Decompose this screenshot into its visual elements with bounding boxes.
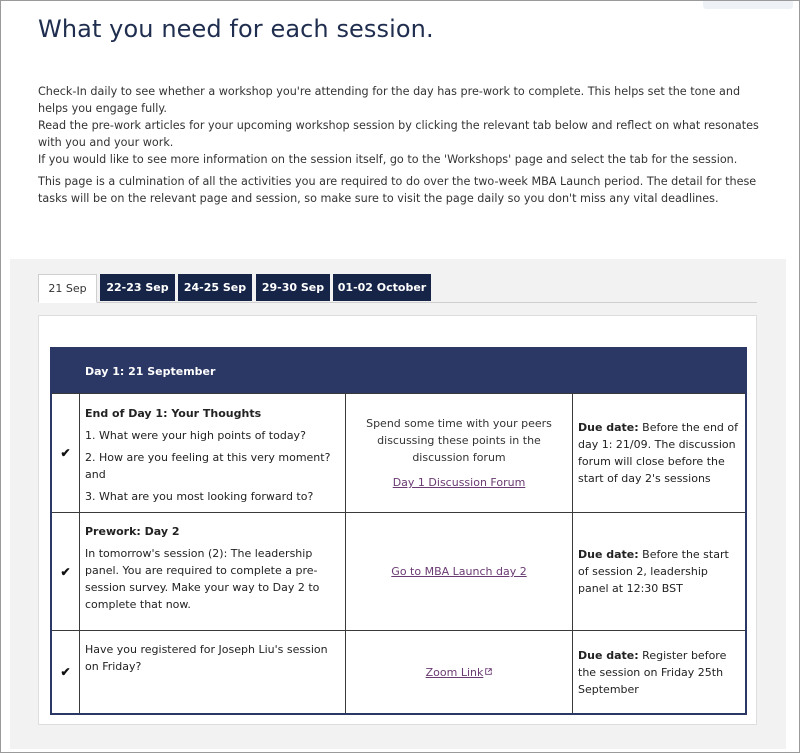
zoom-link-wrapper (426, 664, 493, 681)
task-cell (80, 631, 346, 713)
action-cell (346, 513, 573, 630)
due-text: Before the end of day 1: 21/09. The discussion forum will close before the start of day 2's sessions (578, 421, 738, 485)
page-title: What you need for each session. (38, 15, 434, 43)
checkmark-icon: ✔ (60, 446, 71, 460)
go-to-mba-launch-day2-link[interactable]: Go to MBA Launch day 2 (391, 565, 527, 578)
check-cell (52, 513, 80, 630)
intro-paragraph: If you would like to see more information on the session itself, go to the 'Workshops' page and select the tab for the session. (38, 153, 738, 166)
tab-01-02-october[interactable]: 01-02 October (333, 274, 431, 301)
session-panel (10, 259, 786, 749)
tab-21-sep[interactable]: 21 Sep (38, 274, 97, 303)
task-line: Have you registered for Joseph Liu's session on Friday? (85, 643, 328, 673)
due-text: Register before the session on Friday 25th September (578, 648, 727, 696)
action-description: Spend some time with your peers discussing these points in the discussion forum (366, 417, 552, 464)
due-label: Due date: (578, 421, 639, 434)
task-cell (80, 394, 346, 512)
checkmark-icon: ✔ (60, 665, 71, 679)
table-row (52, 393, 745, 512)
tab-22-23-sep[interactable]: 22-23 Sep (100, 274, 175, 301)
task-title: End of Day 1: Your Thoughts (85, 407, 262, 420)
task-line: 3. What are you most looking forward to? (85, 490, 314, 503)
intro-paragraph: Check-In daily to see whether a workshop you're attending for the day has pre-work to complete. This helps set the tone and helps you engage fully. (38, 85, 741, 115)
due-text: Before the start of session 2, leadership panel at 12:30 BST (578, 548, 729, 595)
table-header: Day 1: 21 September (52, 349, 745, 393)
due-cell (573, 513, 745, 630)
table-row (52, 512, 745, 630)
tab-content (38, 315, 757, 725)
session-table (50, 347, 747, 715)
intro-paragraph: Read the pre-work articles for your upcoming workshop session by clicking the relevant tab below and reflect on what resonates with you and your work. (38, 119, 759, 149)
tab-29-30-sep[interactable]: 29-30 Sep (256, 274, 330, 301)
due-label: Due date: (578, 548, 639, 561)
due-cell (573, 631, 745, 713)
task-line: 2. How are you feeling at this very moment? and (85, 451, 331, 481)
intro-paragraph: This page is a culmination of all the activities you are required to do over the two-week MBA Launch period. The detail for these tasks will be on the relevant page and session, so make sure to visit the page daily so you don't miss any vital deadlines. (38, 175, 757, 205)
task-line: In tomorrow's session (2): The leadership panel. You are required to complete a pre-session survey. Make your way to Day 2 to complete that now. (85, 547, 320, 611)
zoom-link[interactable]: Zoom Link (425, 665, 484, 679)
table-row (52, 630, 745, 713)
day1-discussion-forum-link[interactable]: Day 1 Discussion Forum (392, 476, 526, 489)
top-right-ghost (703, 1, 793, 9)
external-link-icon (485, 668, 492, 675)
action-cell (346, 631, 573, 713)
tab-24-25-sep[interactable]: 24-25 Sep (178, 274, 252, 301)
intro-text (38, 83, 768, 207)
task-cell (80, 513, 346, 630)
due-label: Due date: (578, 648, 639, 662)
action-cell (346, 394, 573, 512)
check-cell (52, 631, 80, 713)
session-tabs (38, 274, 757, 303)
task-title: Prework: Day 2 (85, 525, 180, 538)
check-cell (52, 394, 80, 512)
task-line: 1. What were your high points of today? (85, 429, 306, 442)
due-cell (573, 394, 745, 512)
checkmark-icon: ✔ (60, 564, 71, 579)
